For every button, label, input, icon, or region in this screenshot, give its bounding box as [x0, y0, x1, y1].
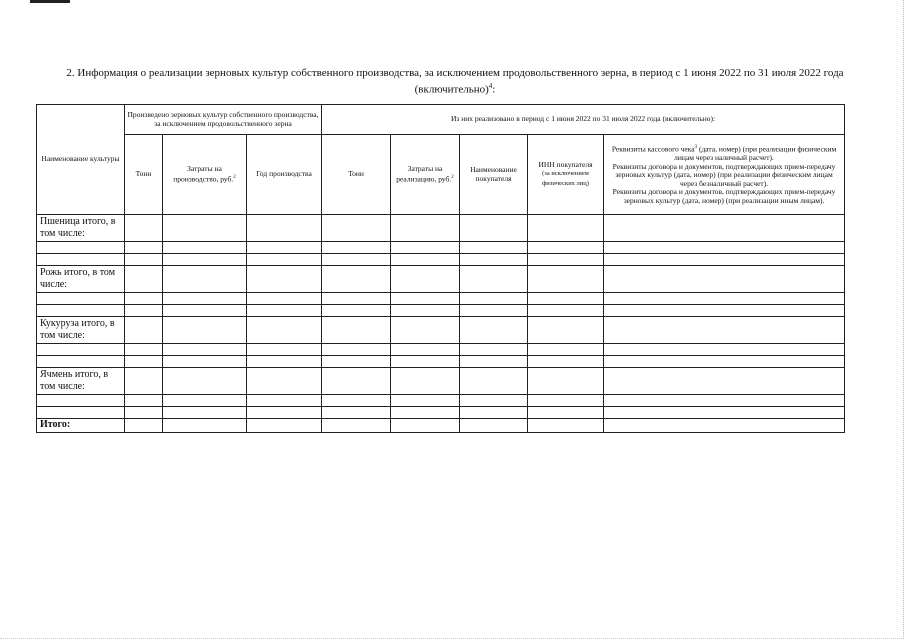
table-cell — [460, 317, 528, 344]
header-buyer-name: Наименование покупателя — [460, 135, 528, 215]
table-cell — [460, 344, 528, 356]
table-cell — [391, 242, 460, 254]
row-label-wheat: Пшеница итого, в том числе: — [37, 215, 125, 242]
row-label-total: Итого: — [37, 419, 125, 433]
table-cell — [528, 368, 604, 395]
table-cell — [460, 368, 528, 395]
table-cell — [125, 317, 163, 344]
table-row — [37, 368, 845, 395]
header-year: Год производства — [247, 135, 322, 215]
table-cell — [247, 254, 322, 266]
table-cell — [163, 395, 247, 407]
table-row — [37, 305, 845, 317]
table-cell — [322, 305, 391, 317]
table-cell — [322, 242, 391, 254]
section-title-text: 2. Информация о реализации зерновых культур собственного производства, за исключением продовольственного зерна, в период с 1 июня 2022 по 31 июля 2022 года (включительно) — [66, 67, 844, 96]
table-cell — [604, 293, 845, 305]
section-title-footnote: 4 — [488, 82, 493, 90]
header-tons: Тонн — [125, 135, 163, 215]
table-cell — [247, 305, 322, 317]
table-cell — [322, 317, 391, 344]
table-cell — [163, 266, 247, 293]
table-cell — [37, 305, 125, 317]
table-cell — [163, 419, 247, 433]
header-buyer-inn — [528, 135, 604, 215]
table-cell — [322, 395, 391, 407]
table-cell — [247, 407, 322, 419]
table-cell — [604, 368, 845, 395]
table-row — [37, 242, 845, 254]
table-cell — [37, 254, 125, 266]
table-cell — [528, 395, 604, 407]
table-cell — [322, 419, 391, 433]
table-cell — [391, 317, 460, 344]
table-cell — [37, 407, 125, 419]
header-requisites-1b: (дата, номер) (при реализации физическим лицам через наличный расчет). — [674, 144, 837, 162]
table-cell — [391, 356, 460, 368]
table-row-total — [37, 419, 845, 433]
table-cell — [247, 356, 322, 368]
table-row — [37, 293, 845, 305]
table-cell — [37, 293, 125, 305]
header-buyer-inn-text: ИНН покупателя — [538, 159, 593, 169]
table-cell — [125, 305, 163, 317]
table-cell — [604, 215, 845, 242]
table-cell — [163, 305, 247, 317]
table-cell — [125, 395, 163, 407]
table-cell — [460, 293, 528, 305]
table-cell — [460, 407, 528, 419]
table-row — [37, 254, 845, 266]
table-row — [37, 395, 845, 407]
table-cell — [391, 215, 460, 242]
table-cell — [391, 395, 460, 407]
table-cell — [604, 317, 845, 344]
table-cell — [604, 305, 845, 317]
header-requisites-2: Реквизиты договора и документов, подтверждающих прием-передачу зерновых культур (дата, номер) (при реализации физическим лицам через безналичный расчет). — [612, 161, 836, 188]
table-row — [37, 266, 845, 293]
header-group-sold: Из них реализовано в период с 1 июня 2022 по 31 июля 2022 года (включительно): — [322, 105, 845, 135]
table-cell — [125, 419, 163, 433]
table-cell — [125, 254, 163, 266]
table-cell — [322, 368, 391, 395]
table-cell — [604, 242, 845, 254]
table-cell — [247, 266, 322, 293]
section-title — [60, 67, 850, 97]
row-label-corn: Кукуруза итого, в том числе: — [37, 317, 125, 344]
table-row — [37, 215, 845, 242]
scan-mark — [30, 0, 70, 3]
table-cell — [391, 344, 460, 356]
header-requisites — [604, 135, 845, 215]
header-crop-name: Наименование культуры — [37, 105, 125, 215]
table-row — [37, 317, 845, 344]
table-cell — [604, 254, 845, 266]
table-cell — [125, 344, 163, 356]
header-buyer-inn-note: (за исключением физических лиц) — [542, 170, 589, 187]
table-cell — [460, 395, 528, 407]
table-cell — [125, 407, 163, 419]
table-cell — [528, 293, 604, 305]
table-cell — [37, 395, 125, 407]
table-cell — [125, 356, 163, 368]
header-row-columns — [37, 135, 845, 215]
table-cell — [322, 356, 391, 368]
table-cell — [460, 215, 528, 242]
header-tons-sold: Тонн — [322, 135, 391, 215]
table-cell — [247, 368, 322, 395]
header-costs-sale-text: Затраты на реализацию, руб. — [396, 164, 452, 184]
row-label-barley: Ячмень итого, в том числе: — [37, 368, 125, 395]
table-cell — [247, 242, 322, 254]
table-cell — [604, 419, 845, 433]
table-cell — [163, 344, 247, 356]
header-group-produced: Произведено зерновых культур собственного производства, за исключением продовольственного зерна — [125, 105, 322, 135]
table-cell — [322, 254, 391, 266]
table-cell — [163, 368, 247, 395]
table-cell — [391, 305, 460, 317]
table-cell — [163, 254, 247, 266]
table-cell — [37, 344, 125, 356]
header-costs-production — [163, 135, 247, 215]
table-cell — [125, 215, 163, 242]
table-cell — [528, 254, 604, 266]
header-costs-production-note: 2 — [233, 174, 236, 180]
table-cell — [125, 242, 163, 254]
table-row — [37, 356, 845, 368]
row-label-rye: Рожь итого, в том числе: — [37, 266, 125, 293]
table-cell — [391, 254, 460, 266]
table-cell — [125, 293, 163, 305]
table-cell — [247, 317, 322, 344]
table-cell — [460, 419, 528, 433]
header-row-groups — [37, 105, 845, 135]
table-cell — [322, 407, 391, 419]
section-title-suffix: : — [492, 83, 496, 96]
table-cell — [528, 266, 604, 293]
table-cell — [604, 266, 845, 293]
header-requisites-1-note: 3 — [694, 145, 698, 150]
table-cell — [322, 293, 391, 305]
table-cell — [163, 356, 247, 368]
table-cell — [322, 266, 391, 293]
table-cell — [247, 344, 322, 356]
table-cell — [604, 407, 845, 419]
table-cell — [391, 407, 460, 419]
table-cell — [528, 356, 604, 368]
table-cell — [125, 368, 163, 395]
header-costs-sale — [391, 135, 460, 215]
header-requisites-1a: Реквизиты кассового чека — [611, 144, 695, 154]
table-cell — [247, 395, 322, 407]
table-cell — [247, 293, 322, 305]
table-cell — [322, 344, 391, 356]
table-cell — [247, 419, 322, 433]
table-cell — [460, 305, 528, 317]
table-cell — [460, 242, 528, 254]
table-cell — [37, 356, 125, 368]
table-cell — [528, 344, 604, 356]
table-cell — [37, 242, 125, 254]
table-cell — [247, 215, 322, 242]
table-cell — [460, 356, 528, 368]
table-cell — [460, 254, 528, 266]
table-cell — [604, 356, 845, 368]
table-cell — [528, 407, 604, 419]
table-cell — [125, 266, 163, 293]
table-cell — [604, 344, 845, 356]
table-cell — [528, 215, 604, 242]
table-cell — [528, 305, 604, 317]
table-cell — [528, 419, 604, 433]
table-cell — [322, 215, 391, 242]
table-cell — [163, 317, 247, 344]
table-cell — [528, 242, 604, 254]
table-cell — [391, 266, 460, 293]
table-row — [37, 344, 845, 356]
table-cell — [604, 395, 845, 407]
table-row — [37, 407, 845, 419]
header-requisites-3: Реквизиты договора и документов, подтверждающих прием-передачу зерновых культур (дата, номер) (при реализации иным лицам). — [612, 187, 836, 205]
table-cell — [460, 266, 528, 293]
table-cell — [163, 293, 247, 305]
table-cell — [163, 242, 247, 254]
header-costs-sale-note: 2 — [451, 174, 454, 180]
table-cell — [163, 215, 247, 242]
table-cell — [391, 419, 460, 433]
grain-sales-table — [36, 104, 845, 433]
table-cell — [528, 317, 604, 344]
table-cell — [391, 293, 460, 305]
header-costs-production-text: Затраты на производство, руб. — [173, 164, 234, 184]
table-cell — [163, 407, 247, 419]
table-cell — [391, 368, 460, 395]
